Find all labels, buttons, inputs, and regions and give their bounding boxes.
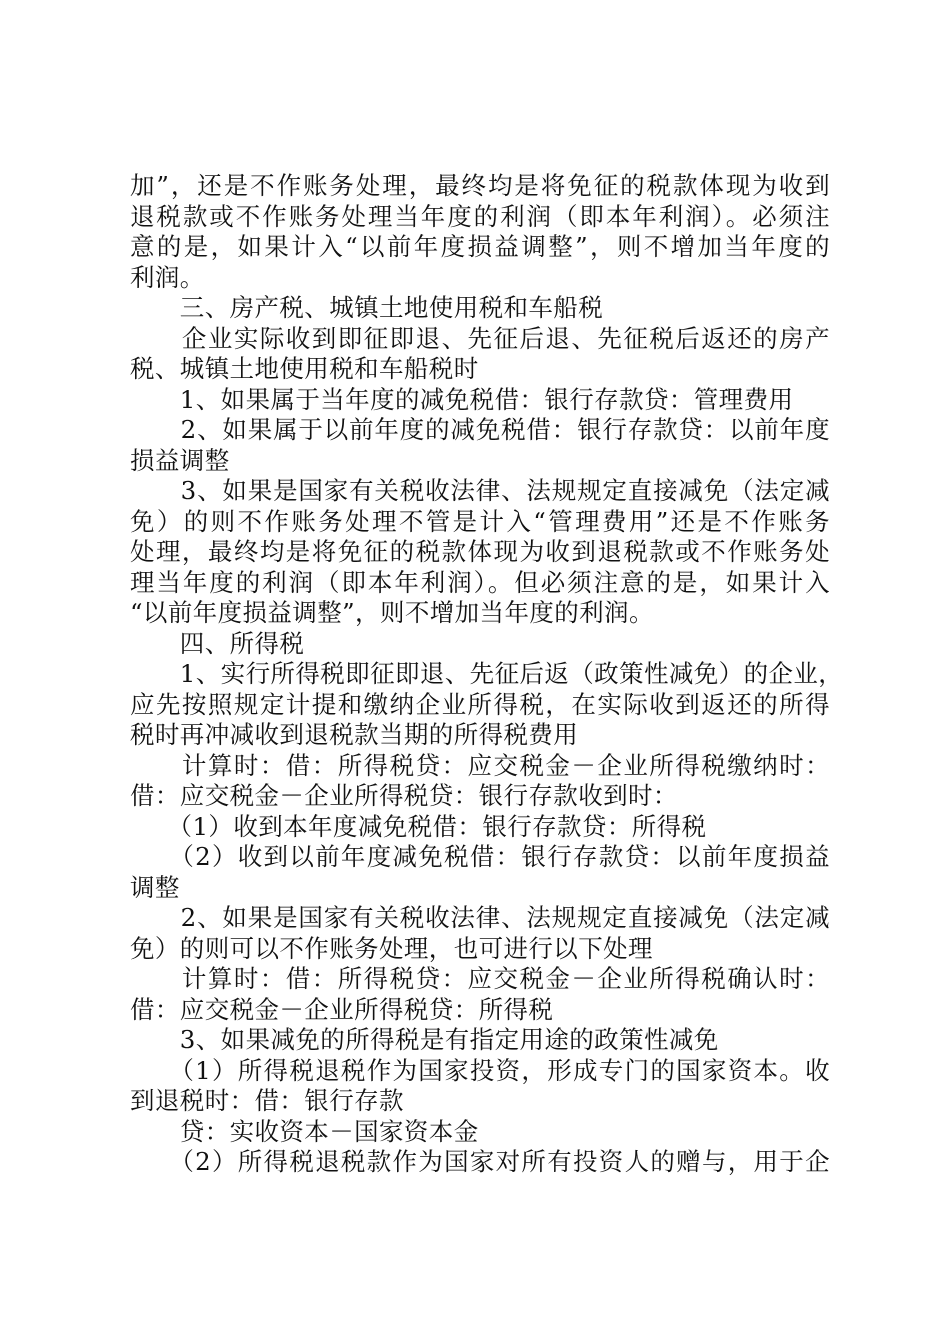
- text-line: 调整: [130, 872, 180, 902]
- text-line: 税时再冲减收到退税款当期的所得税费用: [130, 720, 579, 749]
- text-line: 免）的则不作账务处理不管是计入“管理费用”还是不作账务: [130, 506, 830, 536]
- text-line: 理当年度的利润（即本年利润）。但必须注意的是，如果计入: [130, 567, 830, 597]
- text-line: 1、如果属于当年度的减免税借：银行存款贷：管理费用: [130, 384, 794, 414]
- text-line: （1）收到本年度减免税借：银行存款贷：所得税: [130, 811, 707, 841]
- text-line: 免）的则可以不作账务处理，也可进行以下处理: [130, 933, 653, 963]
- document-body: [130, 171, 844, 1178]
- text-line: 企业实际收到即征即退、先征后退、先征税后返还的房产: [130, 323, 830, 353]
- text-line: 3、如果减免的所得税是有指定用途的政策性减免: [130, 1025, 719, 1054]
- text-line: 处理，最终均是将免征的税款体现为收到退税款或不作账务处: [130, 537, 830, 566]
- text-line: 损益调整: [130, 445, 230, 475]
- text-line: 2、如果属于以前年度的减免税借：银行存款贷：以前年度: [130, 415, 830, 444]
- text-line: 退税款或不作账务处理当年度的利润（即本年利润）。必须注: [130, 201, 830, 231]
- text-line: 到退税时：借：银行存款: [130, 1086, 404, 1115]
- text-line: 3、如果是国家有关税收法律、法规规定直接减免（法定减: [130, 476, 830, 505]
- text-line: 应先按照规定计提和缴纳企业所得税，在实际收到返还的所得: [130, 689, 830, 719]
- text-line: （1）所得税退税作为国家投资，形成专门的国家资本。收: [130, 1055, 830, 1085]
- text-line: 1、实行所得税即征即退、先征后返（政策性减免）的企业，: [130, 659, 844, 688]
- text-line: 利润。: [130, 262, 205, 292]
- text-line: 借：应交税金－企业所得税贷：银行存款收到时：: [130, 781, 678, 810]
- text-line: 计算时：借：所得税贷：应交税金－企业所得税缴纳时：: [130, 750, 830, 780]
- text-line: 计算时：借：所得税贷：应交税金－企业所得税确认时：: [130, 964, 830, 993]
- text-line: “以前年度损益调整”，则不增加当年度的利润。: [130, 598, 654, 627]
- text-line: （2）收到以前年度减免税借：银行存款贷：以前年度损益: [130, 842, 830, 871]
- section-heading: 三、房产税、城镇土地使用税和车船税: [130, 293, 604, 322]
- text-line: 贷：实收资本－国家资本金: [130, 1116, 479, 1146]
- text-line: 加”，还是不作账务处理，最终均是将免征的税款体现为收到: [130, 171, 830, 200]
- text-line: 税、城镇土地使用税和车船税时: [130, 354, 479, 383]
- text-line: （2）所得税退税款作为国家对所有投资人的赠与，用于企: [130, 1147, 830, 1176]
- text-line: 2、如果是国家有关税收法律、法规规定直接减免（法定减: [130, 903, 830, 932]
- text-line: 意的是，如果计入“以前年度损益调整”，则不增加当年度的: [130, 232, 830, 261]
- section-heading: 四、所得税: [130, 628, 305, 658]
- text-line: 借：应交税金－企业所得税贷：所得税: [130, 994, 554, 1024]
